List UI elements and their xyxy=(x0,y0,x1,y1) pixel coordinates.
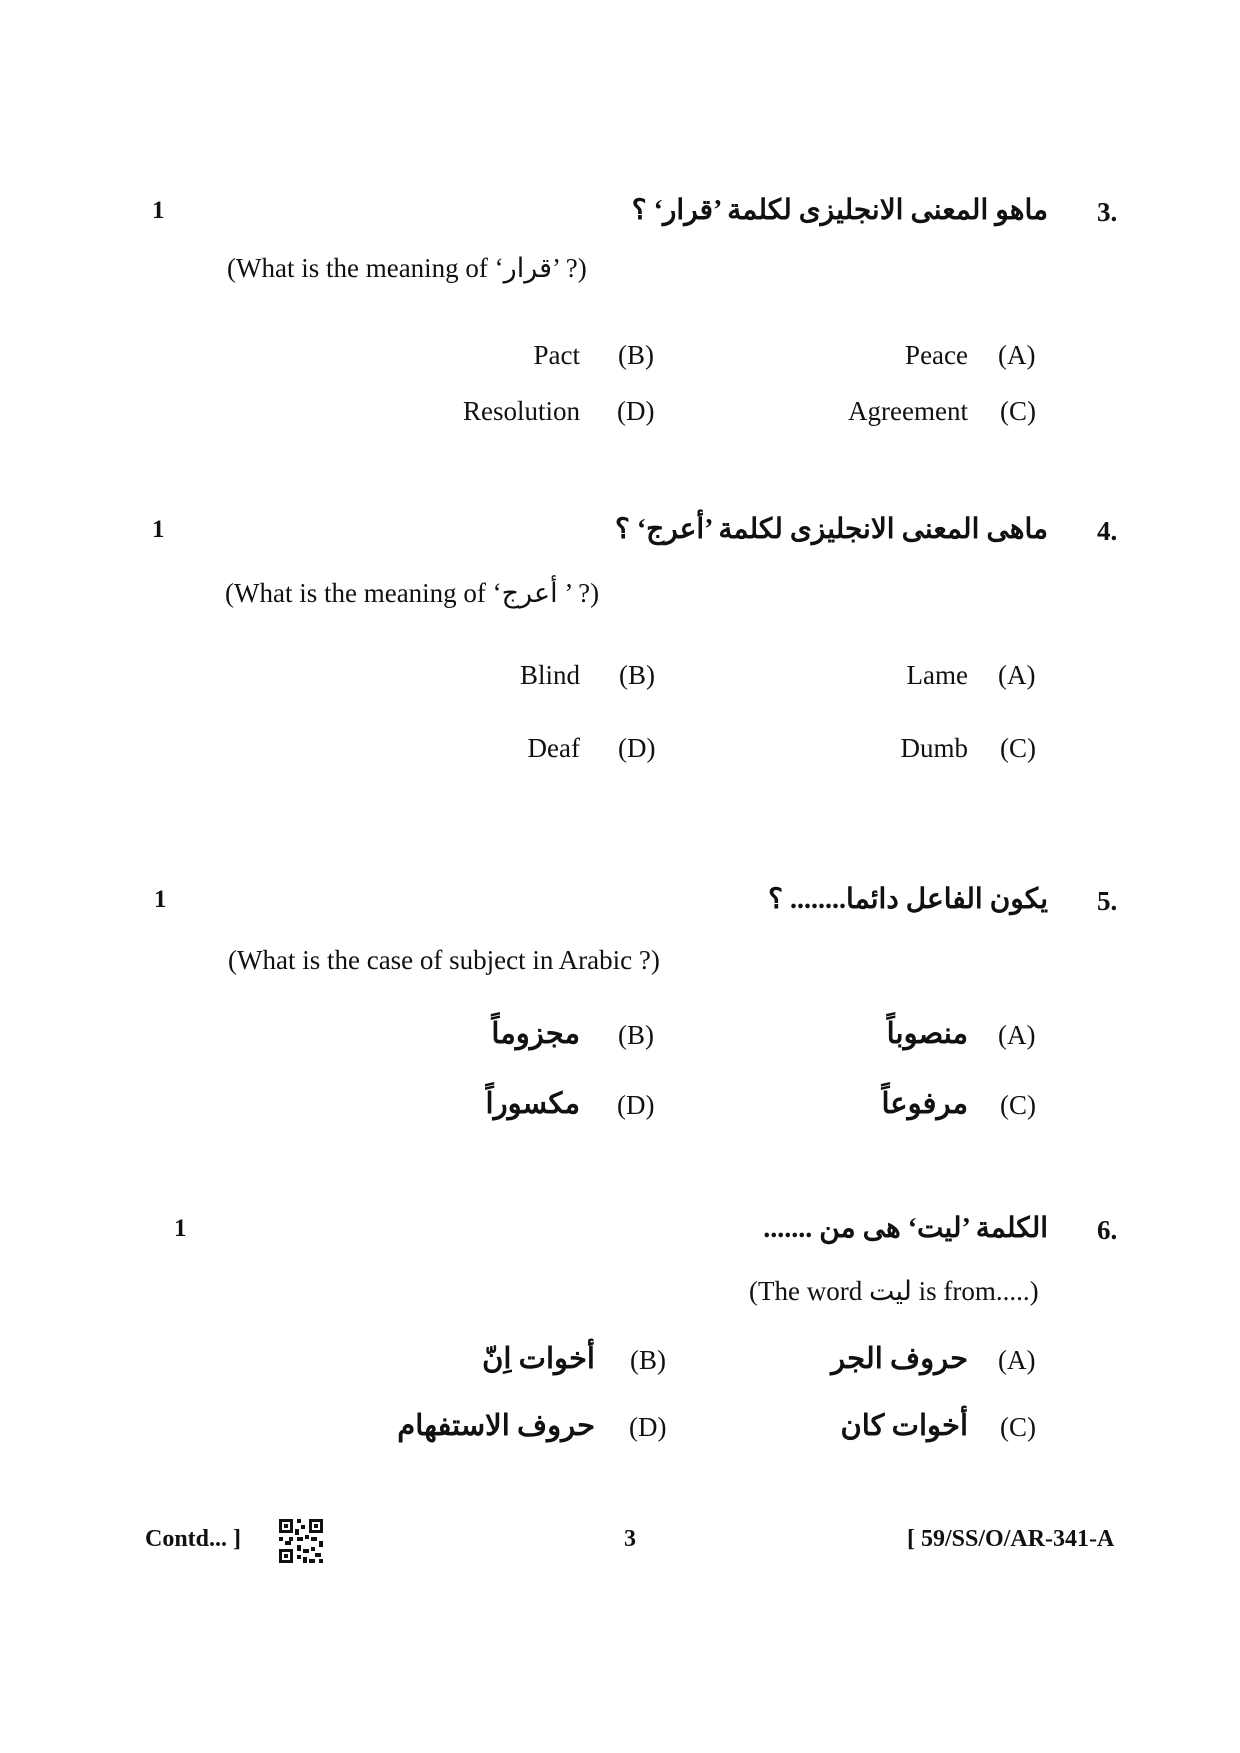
q5-option-c-text: مرفوعاً xyxy=(881,1088,968,1120)
q6-english-text: (The word ليت is from.....) xyxy=(749,1276,1039,1306)
q4-option-b-text: Blind xyxy=(519,660,580,690)
q3-option-d-text: Resolution xyxy=(462,396,580,426)
q3-arabic-text: ماهو المعنى الانجليزى لكلمة ’قرار‘ ؟ xyxy=(631,195,1048,226)
q4-arabic-text: ماهى المعنى الانجليزى لكلمة ’أعرج‘ ؟ xyxy=(614,514,1048,545)
q3-option-a-text: Peace xyxy=(905,340,968,370)
q5-option-a-text: منصوباً xyxy=(886,1018,968,1050)
q3-english-text: (What is the meaning of ‘قرار’ ?) xyxy=(227,253,587,283)
q3-option-d-letter: (D) xyxy=(617,396,655,426)
q3-option-a-letter: (A) xyxy=(998,340,1036,370)
q3-option-b-letter: (B) xyxy=(618,340,654,370)
paper-code: [ 59/SS/O/AR-341-A xyxy=(907,1526,1115,1552)
q6-option-a-text: حروف الجر xyxy=(831,1343,968,1375)
q5-marks: 1 xyxy=(154,886,167,913)
q6-marks: 1 xyxy=(174,1215,187,1242)
page-number: 3 xyxy=(624,1526,636,1552)
q4-option-c-letter: (C) xyxy=(1000,733,1036,763)
q4-option-d-letter: (D) xyxy=(618,733,656,763)
q5-number: 5. xyxy=(1097,886,1118,916)
q5-option-a-letter: (A) xyxy=(998,1020,1036,1050)
q6-option-a-letter: (A) xyxy=(998,1345,1036,1375)
q4-option-a-text: Lame xyxy=(906,660,968,690)
q5-arabic-text: يكون الفاعل دائما........ ؟ xyxy=(768,884,1048,915)
q3-option-c-letter: (C) xyxy=(1000,396,1036,426)
q3-number: 3. xyxy=(1097,197,1118,227)
q6-number: 6. xyxy=(1097,1215,1118,1245)
contd-label: Contd... ] xyxy=(145,1526,242,1552)
q5-option-c-letter: (C) xyxy=(1000,1090,1036,1120)
q6-arabic-text: الكلمة ’ليت‘ هى من ....... xyxy=(763,1213,1048,1244)
q4-option-c-text: Dumb xyxy=(900,733,968,763)
q5-option-d-letter: (D) xyxy=(617,1090,655,1120)
q4-option-a-letter: (A) xyxy=(998,660,1036,690)
q4-marks: 1 xyxy=(152,516,165,543)
q5-option-b-letter: (B) xyxy=(618,1020,654,1050)
q6-option-d-text: حروف الاستفهام xyxy=(397,1410,595,1442)
q5-option-b-text: مجزوماً xyxy=(491,1018,580,1050)
q5-option-d-text: مكسوراً xyxy=(485,1088,580,1120)
q6-option-b-letter: (B) xyxy=(630,1345,666,1375)
q4-option-b-letter: (B) xyxy=(619,660,655,690)
q3-option-c-text: Agreement xyxy=(848,396,968,426)
q3-marks: 1 xyxy=(152,197,165,224)
q5-english-text: (What is the case of subject in Arabic ?) xyxy=(228,945,660,975)
q6-option-d-letter: (D) xyxy=(629,1412,667,1442)
q6-option-b-text: أخوات اِنّ xyxy=(482,1343,595,1375)
q6-option-c-letter: (C) xyxy=(1000,1412,1036,1442)
q4-number: 4. xyxy=(1097,516,1118,546)
q4-english-text: (What is the meaning of ‘أعرج ’ ?) xyxy=(225,578,600,608)
qr-code-icon xyxy=(277,1517,325,1565)
q6-option-c-text: أخوات كان xyxy=(840,1410,968,1442)
q4-option-d-text: Deaf xyxy=(527,733,580,763)
q3-option-b-text: Pact xyxy=(533,340,580,370)
